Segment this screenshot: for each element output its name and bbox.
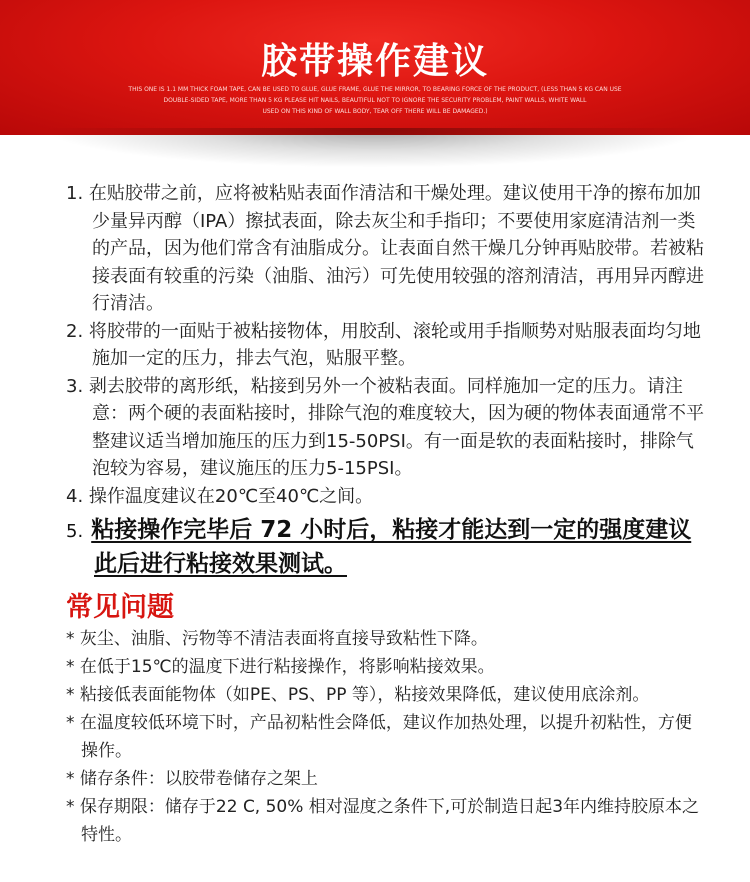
step-number: 2.: [66, 320, 84, 342]
step-text: 操作温度建议在20℃至40℃之间。: [88, 485, 374, 507]
step-text: 将胶带的一面贴于被粘接物体，用胶刮、滚轮或用手指顺势对贴服表面均匀地施加一定的压力，排去气泡，贴服平整。: [88, 320, 701, 369]
banner-shadow: [40, 128, 710, 168]
step-text: 剥去胶带的离形纸，粘接到另外一个被粘表面。同样施加一定的压力。请注意：两个硬的表面粘接时，排除气泡的难度较大，因为硬的物体表面通常不平整建议适当增加施压的压力到15-50PSI。有一面是软的表面粘接时，排除气泡较为容易，建议施压的压力5-15PSI。: [88, 375, 704, 479]
step-4: [66, 483, 706, 511]
step-number: 3.: [66, 375, 84, 397]
faq-item: * 在低于15℃的温度下进行粘接操作，将影响粘接效果。: [66, 657, 495, 677]
faq-item: * 粘接低表面能物体（如PE、PS、PP 等），粘接效果降低，建议使用底涂剂。: [66, 685, 650, 705]
subtitle-line: USED ON THIS KIND OF WALL BODY, TEAR OFF THERE WILL BE DAMAGED.): [262, 108, 488, 115]
faq-item: * 在温度较低环境下时，产品初粘性会降低，建议作加热处理，以提升初粘性，方便操作。: [66, 713, 692, 761]
step-1: [66, 180, 706, 318]
faq-item: * 灰尘、油脂、污物等不清洁表面将直接导致粘性下降。: [66, 629, 488, 649]
subtitle-line: THIS ONE IS 1.1 MM THICK FOAM TAPE, CAN BE USED TO GLUE, GLUE FRAME, GLUE THE MIRROR, TO BEARING FORCE OF THE PRODUCT, (LESS THAN 5 KG CAN USE: [128, 86, 622, 93]
page-title: 胶带操作建议: [260, 41, 489, 82]
step-5: [66, 514, 706, 581]
faq-item: * 储存条件：以胶带卷储存之架上: [66, 769, 318, 789]
step-3: [66, 373, 706, 483]
step-number: 1.: [66, 183, 84, 204]
faq-heading: 常见问题: [66, 592, 174, 623]
step-text-emphasis: 粘接操作完毕后 72 小时后，粘接才能达到一定的强度建议此后进行粘接效果测试。: [91, 517, 692, 577]
step-number: 5.: [66, 521, 84, 542]
faq-item: * 保存期限：储存于22 C, 50% 相对湿度之条件下,可於制造日起3年内维持胶原本之特性。: [66, 797, 700, 845]
instructions-body: [66, 180, 706, 849]
subtitle-line: DOUBLE-SIDED TAPE, MORE THAN 5 KG PLEASE HIT NAILS, BEAUTIFUL NOT TO IGNORE THE SECURITY PROBLEM, PAINT WALLS, WHITE WALL: [163, 97, 587, 104]
banner-subtitle: [100, 84, 650, 117]
step-text: 在贴胶带之前，应将被粘贴表面作清洁和干燥处理。建议使用干净的擦布加加少量异丙醇（IPA）擦拭表面，除去灰尘和手指印；不要使用家庭清洁剂一类的产品，因为他们常含有油脂成分。让表面自然干燥几分钟再贴胶带。若被粘接表面有较重的污染（油脂、油污）可先使用较强的溶剂清洁，再用异丙醇进行清洁。: [88, 183, 704, 314]
step-2: [66, 318, 706, 373]
step-number: 4.: [66, 485, 84, 507]
